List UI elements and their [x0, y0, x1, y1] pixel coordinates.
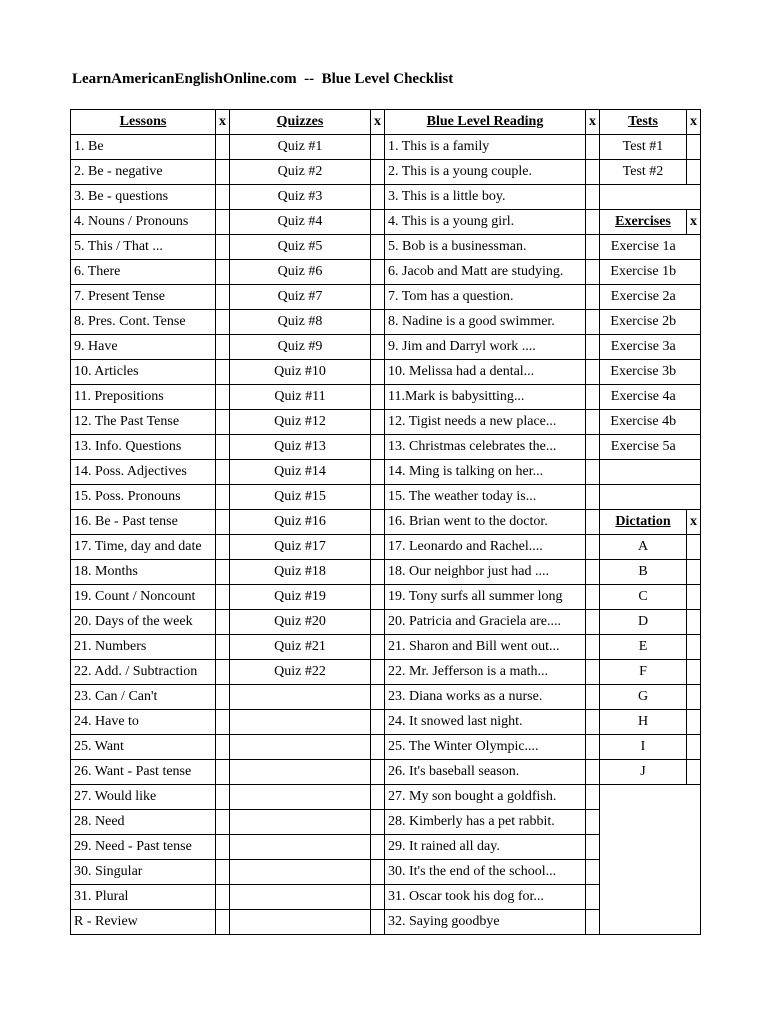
quiz-item: Quiz #8 [230, 310, 371, 335]
reading-checkbox[interactable] [586, 585, 600, 610]
table-row [71, 235, 701, 260]
lesson-item: 23. Can / Can't [71, 685, 216, 710]
quiz-checkbox[interactable] [371, 510, 385, 535]
reading-checkbox[interactable] [586, 385, 600, 410]
lesson-item: 25. Want [71, 735, 216, 760]
lesson-checkbox[interactable] [216, 660, 230, 685]
dictation-item: A [600, 535, 687, 560]
quiz-item: Quiz #5 [230, 235, 371, 260]
lesson-checkbox[interactable] [216, 560, 230, 585]
reading-checkbox[interactable] [586, 860, 600, 885]
page-title: LearnAmericanEnglishOnline.com -- Blue Level Checklist [72, 71, 454, 87]
table-row [71, 260, 701, 285]
lesson-item: 27. Would like [71, 785, 216, 810]
tests-header: Tests [600, 110, 687, 135]
lesson-checkbox[interactable] [216, 260, 230, 285]
quiz-checkbox [371, 835, 385, 860]
lesson-checkbox[interactable] [216, 785, 230, 810]
reading-item: 27. My son bought a goldfish. [385, 785, 586, 810]
quiz-checkbox[interactable] [371, 660, 385, 685]
reading-checkbox[interactable] [586, 760, 600, 785]
lesson-checkbox[interactable] [216, 410, 230, 435]
quiz-checkbox[interactable] [371, 260, 385, 285]
table-row [71, 885, 701, 910]
reading-item: 16. Brian went to the doctor. [385, 510, 586, 535]
lesson-checkbox[interactable] [216, 885, 230, 910]
reading-item: 28. Kimberly has a pet rabbit. [385, 810, 586, 835]
reading-item: 10. Melissa had a dental... [385, 360, 586, 385]
reading-header: Blue Level Reading [385, 110, 586, 135]
quiz-item: Quiz #12 [230, 410, 371, 435]
exercise-item: Exercise 3b [600, 360, 687, 385]
exercise-checkbox[interactable] [687, 260, 701, 285]
table-row [71, 635, 701, 660]
lesson-checkbox[interactable] [216, 810, 230, 835]
header-row [71, 110, 701, 135]
dictation-header: Dictation [600, 510, 687, 535]
quiz-item: Quiz #7 [230, 285, 371, 310]
lesson-item: 14. Poss. Adjectives [71, 460, 216, 485]
quiz-item: Quiz #17 [230, 535, 371, 560]
lesson-checkbox[interactable] [216, 485, 230, 510]
quiz-item: Quiz #14 [230, 460, 371, 485]
lesson-item: 24. Have to [71, 710, 216, 735]
lesson-item: 22. Add. / Subtraction [71, 660, 216, 685]
table-row [71, 160, 701, 185]
quiz-checkbox [371, 710, 385, 735]
reading-item: 30. It's the end of the school... [385, 860, 586, 885]
lesson-checkbox[interactable] [216, 710, 230, 735]
reading-item: 5. Bob is a businessman. [385, 235, 586, 260]
reading-checkbox[interactable] [586, 260, 600, 285]
table-row [71, 735, 701, 760]
lessons-header: Lessons [71, 110, 216, 135]
blank-cell [230, 785, 371, 810]
lesson-checkbox[interactable] [216, 360, 230, 385]
blank-cell [230, 885, 371, 910]
table-row [71, 335, 701, 360]
exercise-checkbox[interactable] [687, 335, 701, 360]
blank-cell [600, 185, 687, 210]
quiz-checkbox[interactable] [371, 560, 385, 585]
quiz-checkbox [371, 810, 385, 835]
reading-checkbox[interactable] [586, 910, 600, 935]
tests-check-header: x [687, 110, 701, 135]
reading-item: 11.Mark is babysitting... [385, 385, 586, 410]
reading-checkbox[interactable] [586, 335, 600, 360]
exercise-checkbox[interactable] [687, 435, 701, 460]
dictation-checkbox[interactable] [687, 660, 701, 685]
quiz-checkbox[interactable] [371, 485, 385, 510]
blank-cell [687, 185, 701, 210]
test-checkbox[interactable] [687, 160, 701, 185]
dictation-checkbox[interactable] [687, 735, 701, 760]
blank-cell [230, 835, 371, 860]
lesson-checkbox[interactable] [216, 860, 230, 885]
quiz-checkbox[interactable] [371, 235, 385, 260]
quiz-item: Quiz #16 [230, 510, 371, 535]
table-row [71, 610, 701, 635]
lesson-item: 28. Need [71, 810, 216, 835]
test-item: Test #2 [600, 160, 687, 185]
dictation-item: D [600, 610, 687, 635]
blank-cell [600, 460, 687, 485]
table-row [71, 535, 701, 560]
exercises-header: Exercises [600, 210, 687, 235]
reading-checkbox[interactable] [586, 660, 600, 685]
reading-item: 15. The weather today is... [385, 485, 586, 510]
lesson-item: 8. Pres. Cont. Tense [71, 310, 216, 335]
lesson-item: 13. Info. Questions [71, 435, 216, 460]
dictation-checkbox[interactable] [687, 635, 701, 660]
lesson-checkbox[interactable] [216, 335, 230, 360]
lesson-item: 7. Present Tense [71, 285, 216, 310]
lesson-item: 26. Want - Past tense [71, 760, 216, 785]
quiz-item: Quiz #2 [230, 160, 371, 185]
table-row [71, 860, 701, 885]
lesson-checkbox[interactable] [216, 510, 230, 535]
blank-cell [230, 710, 371, 735]
dictation-checkbox[interactable] [687, 760, 701, 785]
dictation-item: G [600, 685, 687, 710]
blank-cell [687, 860, 701, 885]
reading-item: 4. This is a young girl. [385, 210, 586, 235]
exercise-item: Exercise 5a [600, 435, 687, 460]
dictation-checkbox[interactable] [687, 685, 701, 710]
table-row [71, 660, 701, 685]
lesson-item: 11. Prepositions [71, 385, 216, 410]
quiz-checkbox [371, 860, 385, 885]
quiz-checkbox[interactable] [371, 160, 385, 185]
reading-checkbox[interactable] [586, 610, 600, 635]
blank-cell [600, 910, 687, 935]
dictation-item: F [600, 660, 687, 685]
reading-item: 25. The Winter Olympic.... [385, 735, 586, 760]
table-row [71, 560, 701, 585]
reading-checkbox[interactable] [586, 885, 600, 910]
table-row [71, 585, 701, 610]
exercise-item: Exercise 1b [600, 260, 687, 285]
blank-cell [600, 810, 687, 835]
table-row [71, 785, 701, 810]
blank-cell [230, 760, 371, 785]
exercise-checkbox[interactable] [687, 310, 701, 335]
exercises-check-header: x [687, 210, 701, 235]
dictation-item: C [600, 585, 687, 610]
quiz-item: Quiz #15 [230, 485, 371, 510]
reading-checkbox[interactable] [586, 285, 600, 310]
table-row [71, 310, 701, 335]
lesson-checkbox[interactable] [216, 285, 230, 310]
exercise-checkbox[interactable] [687, 410, 701, 435]
lesson-checkbox[interactable] [216, 160, 230, 185]
table-row [71, 760, 701, 785]
dictation-check-header: x [687, 510, 701, 535]
blank-cell [687, 835, 701, 860]
quiz-item: Quiz #13 [230, 435, 371, 460]
reading-checkbox[interactable] [586, 235, 600, 260]
blank-cell [687, 810, 701, 835]
lesson-checkbox[interactable] [216, 185, 230, 210]
table-row [71, 410, 701, 435]
lesson-item: 2. Be - negative [71, 160, 216, 185]
reading-checkbox[interactable] [586, 535, 600, 560]
dictation-checkbox[interactable] [687, 610, 701, 635]
reading-checkbox[interactable] [586, 735, 600, 760]
quiz-item: Quiz #4 [230, 210, 371, 235]
quiz-item: Quiz #22 [230, 660, 371, 685]
reading-checkbox[interactable] [586, 360, 600, 385]
quiz-item: Quiz #1 [230, 135, 371, 160]
lesson-checkbox[interactable] [216, 310, 230, 335]
lesson-item: 4. Nouns / Pronouns [71, 210, 216, 235]
exercise-item: Exercise 2a [600, 285, 687, 310]
lesson-checkbox[interactable] [216, 760, 230, 785]
table-row [71, 210, 701, 235]
reading-item: 14. Ming is talking on her... [385, 460, 586, 485]
quiz-checkbox[interactable] [371, 310, 385, 335]
table-row [71, 385, 701, 410]
blank-cell [600, 835, 687, 860]
dictation-item: E [600, 635, 687, 660]
reading-item: 2. This is a young couple. [385, 160, 586, 185]
quiz-item: Quiz #3 [230, 185, 371, 210]
table-row [71, 460, 701, 485]
quizzes-check-header: x [371, 110, 385, 135]
lesson-item: 30. Singular [71, 860, 216, 885]
lesson-item: 6. There [71, 260, 216, 285]
lesson-item: 20. Days of the week [71, 610, 216, 635]
dictation-item: I [600, 735, 687, 760]
reading-item: 13. Christmas celebrates the... [385, 435, 586, 460]
reading-item: 12. Tigist needs a new place... [385, 410, 586, 435]
lesson-checkbox[interactable] [216, 685, 230, 710]
quiz-checkbox [371, 910, 385, 935]
reading-checkbox[interactable] [586, 510, 600, 535]
quiz-checkbox [371, 760, 385, 785]
reading-item: 18. Our neighbor just had .... [385, 560, 586, 585]
blank-cell [687, 885, 701, 910]
lesson-checkbox[interactable] [216, 535, 230, 560]
blank-cell [230, 810, 371, 835]
reading-item: 23. Diana works as a nurse. [385, 685, 586, 710]
reading-checkbox[interactable] [586, 560, 600, 585]
exercise-checkbox[interactable] [687, 360, 701, 385]
quiz-checkbox[interactable] [371, 185, 385, 210]
blank-cell [687, 460, 701, 485]
quiz-item: Quiz #11 [230, 385, 371, 410]
lesson-item: 16. Be - Past tense [71, 510, 216, 535]
quiz-checkbox[interactable] [371, 635, 385, 660]
blank-cell [687, 785, 701, 810]
exercise-item: Exercise 4b [600, 410, 687, 435]
reading-check-header: x [586, 110, 600, 135]
dictation-checkbox[interactable] [687, 585, 701, 610]
table-row [71, 360, 701, 385]
quiz-item: Quiz #9 [230, 335, 371, 360]
quiz-checkbox[interactable] [371, 335, 385, 360]
quiz-checkbox[interactable] [371, 535, 385, 560]
exercise-checkbox[interactable] [687, 285, 701, 310]
table-row [71, 835, 701, 860]
quiz-checkbox[interactable] [371, 285, 385, 310]
reading-checkbox[interactable] [586, 460, 600, 485]
lesson-checkbox[interactable] [216, 610, 230, 635]
exercise-checkbox[interactable] [687, 235, 701, 260]
reading-item: 26. It's baseball season. [385, 760, 586, 785]
lesson-checkbox[interactable] [216, 585, 230, 610]
reading-checkbox[interactable] [586, 410, 600, 435]
quiz-item: Quiz #19 [230, 585, 371, 610]
quizzes-header: Quizzes [230, 110, 371, 135]
lesson-checkbox[interactable] [216, 210, 230, 235]
blank-cell [687, 910, 701, 935]
lesson-item: 12. The Past Tense [71, 410, 216, 435]
reading-checkbox[interactable] [586, 160, 600, 185]
reading-checkbox[interactable] [586, 310, 600, 335]
reading-checkbox[interactable] [586, 835, 600, 860]
quiz-item: Quiz #20 [230, 610, 371, 635]
quiz-checkbox[interactable] [371, 360, 385, 385]
quiz-item: Quiz #18 [230, 560, 371, 585]
table-row [71, 810, 701, 835]
reading-item: 22. Mr. Jefferson is a math... [385, 660, 586, 685]
reading-item: 1. This is a family [385, 135, 586, 160]
lesson-checkbox[interactable] [216, 635, 230, 660]
quiz-checkbox [371, 685, 385, 710]
reading-checkbox[interactable] [586, 635, 600, 660]
blank-cell [600, 860, 687, 885]
reading-checkbox[interactable] [586, 685, 600, 710]
lesson-item: 9. Have [71, 335, 216, 360]
table-row [71, 285, 701, 310]
exercise-item: Exercise 2b [600, 310, 687, 335]
reading-checkbox[interactable] [586, 210, 600, 235]
reading-item: 3. This is a little boy. [385, 185, 586, 210]
lesson-item: 15. Poss. Pronouns [71, 485, 216, 510]
blank-cell [230, 860, 371, 885]
lesson-item: 3. Be - questions [71, 185, 216, 210]
reading-checkbox[interactable] [586, 710, 600, 735]
lesson-item: 5. This / That ... [71, 235, 216, 260]
reading-item: 32. Saying goodbye [385, 910, 586, 935]
test-item: Test #1 [600, 135, 687, 160]
quiz-checkbox [371, 785, 385, 810]
blank-cell [600, 485, 687, 510]
lesson-item: R - Review [71, 910, 216, 935]
table-row [71, 510, 701, 535]
exercise-item: Exercise 1a [600, 235, 687, 260]
dictation-checkbox[interactable] [687, 710, 701, 735]
quiz-checkbox[interactable] [371, 460, 385, 485]
dictation-item: H [600, 710, 687, 735]
quiz-checkbox[interactable] [371, 135, 385, 160]
dictation-item: J [600, 760, 687, 785]
lesson-checkbox[interactable] [216, 435, 230, 460]
reading-item: 9. Jim and Darryl work .... [385, 335, 586, 360]
lesson-item: 17. Time, day and date [71, 535, 216, 560]
lesson-item: 31. Plural [71, 885, 216, 910]
quiz-checkbox [371, 735, 385, 760]
dictation-checkbox[interactable] [687, 560, 701, 585]
lesson-checkbox[interactable] [216, 735, 230, 760]
reading-item: 20. Patricia and Graciela are.... [385, 610, 586, 635]
exercise-item: Exercise 3a [600, 335, 687, 360]
quiz-item: Quiz #6 [230, 260, 371, 285]
blank-cell [600, 885, 687, 910]
reading-item: 17. Leonardo and Rachel.... [385, 535, 586, 560]
table-row [71, 185, 701, 210]
exercise-item: Exercise 4a [600, 385, 687, 410]
reading-item: 6. Jacob and Matt are studying. [385, 260, 586, 285]
blank-cell [230, 735, 371, 760]
lesson-checkbox[interactable] [216, 460, 230, 485]
table-row [71, 910, 701, 935]
quiz-checkbox [371, 885, 385, 910]
lesson-checkbox[interactable] [216, 135, 230, 160]
lesson-item: 1. Be [71, 135, 216, 160]
quiz-checkbox[interactable] [371, 385, 385, 410]
table-row [71, 710, 701, 735]
reading-checkbox[interactable] [586, 135, 600, 160]
quiz-checkbox[interactable] [371, 585, 385, 610]
reading-checkbox[interactable] [586, 185, 600, 210]
table-row [71, 685, 701, 710]
blank-cell [600, 785, 687, 810]
quiz-item: Quiz #10 [230, 360, 371, 385]
exercise-checkbox[interactable] [687, 385, 701, 410]
lesson-item: 18. Months [71, 560, 216, 585]
lesson-checkbox[interactable] [216, 835, 230, 860]
blank-cell [230, 685, 371, 710]
dictation-checkbox[interactable] [687, 535, 701, 560]
lesson-item: 29. Need - Past tense [71, 835, 216, 860]
reading-checkbox[interactable] [586, 785, 600, 810]
reading-item: 31. Oscar took his dog for... [385, 885, 586, 910]
quiz-checkbox[interactable] [371, 210, 385, 235]
lesson-item: 10. Articles [71, 360, 216, 385]
lesson-item: 19. Count / Noncount [71, 585, 216, 610]
test-checkbox[interactable] [687, 135, 701, 160]
lesson-checkbox[interactable] [216, 385, 230, 410]
lessons-check-header: x [216, 110, 230, 135]
reading-item: 7. Tom has a question. [385, 285, 586, 310]
dictation-item: B [600, 560, 687, 585]
table-row [71, 485, 701, 510]
reading-item: 21. Sharon and Bill went out... [385, 635, 586, 660]
reading-checkbox[interactable] [586, 810, 600, 835]
reading-checkbox[interactable] [586, 485, 600, 510]
lesson-checkbox[interactable] [216, 235, 230, 260]
table-row [71, 435, 701, 460]
reading-checkbox[interactable] [586, 435, 600, 460]
blank-cell [230, 910, 371, 935]
quiz-checkbox[interactable] [371, 410, 385, 435]
reading-item: 8. Nadine is a good swimmer. [385, 310, 586, 335]
blank-cell [687, 485, 701, 510]
quiz-item: Quiz #21 [230, 635, 371, 660]
table-row [71, 135, 701, 160]
quiz-checkbox[interactable] [371, 435, 385, 460]
checklist-table [70, 109, 701, 935]
lesson-item: 21. Numbers [71, 635, 216, 660]
quiz-checkbox[interactable] [371, 610, 385, 635]
reading-item: 19. Tony surfs all summer long [385, 585, 586, 610]
lesson-checkbox[interactable] [216, 910, 230, 935]
reading-item: 24. It snowed last night. [385, 710, 586, 735]
reading-item: 29. It rained all day. [385, 835, 586, 860]
